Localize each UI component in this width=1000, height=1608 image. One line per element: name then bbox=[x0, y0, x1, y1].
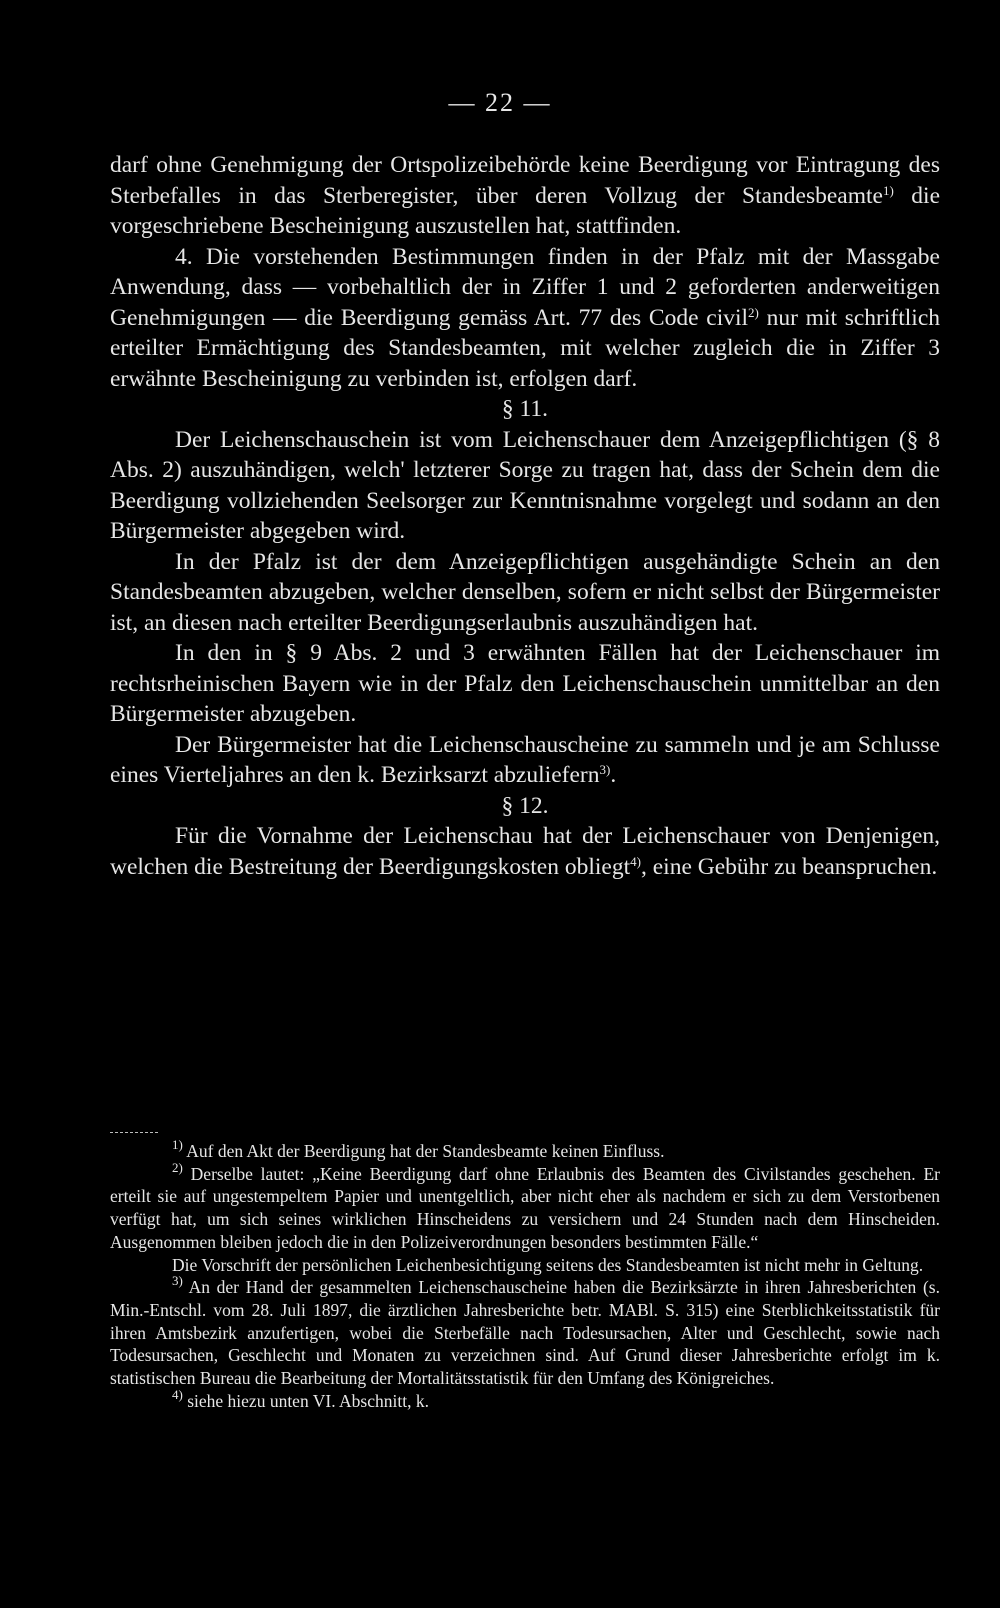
paragraph: In der Pfalz ist der dem Anzeigepflichtigen ausgehändigte Schein an den Standesbeamten abzugeben, welcher denselben, sofern er nicht selbst der Bürgermeister ist, an diesen nach erteilter Beerdigungserlaubnis auszuhändigen hat. bbox=[110, 548, 940, 636]
paragraph: Der Leichenschauschein ist vom Leichenschauer dem Anzeigepflichtigen (§ 8 Abs. 2) auszuhändigen, welch' letzterer Sorge zu tragen hat, dass der Schein dem die Beerdigung vollziehenden Seelsorger zur Kenntnisnahme vorgelegt und sodann an den Bürgermeister abgegeben wird. bbox=[110, 426, 940, 544]
footnote-ref: 3) bbox=[599, 762, 611, 777]
footnote-marker: 1) bbox=[172, 1137, 183, 1152]
footnote-marker: 4) bbox=[172, 1386, 183, 1402]
paragraph: 4. Die vorstehenden Bestimmungen finden in der Pfalz mit der Massgabe Anwendung, dass — vorbehaltlich der in Ziffer 1 und 2 geforderten anderweitigen Genehmigungen — die Beerdigung gemäss Art. 77 des Code civil$^{2)}$ nur mit schriftlich erteilter Ermächtigung des Standesbeamten, mit welcher zugleich die in Ziffer 3 erwähnte Bescheinigung zu verbinden ist, erfolgen darf. bbox=[110, 243, 941, 392]
footnote: $^{2)}$ Derselbe lautet: „Keine Beerdigung darf ohne Erlaubnis des Beamten des Civilstandes geschehen. Er erteilt sie auf ungestempeltem Papier und unentgeltlich, aber nicht eher als nachdem er sich zu dem Verstorbenen verfügt hat, um sich seines wirklichen Hinscheidens zu versichern und 24 Stunden nach dem Hinscheiden. Ausgenommen bleiben jedoch die in den Polizeiverordnungen besonders bestimmten Fälle.“ bbox=[110, 1159, 940, 1252]
footnote: $^{1)}$ Auf den Akt der Beerdigung hat der Standesbeamte keinen Einfluss. bbox=[172, 1137, 665, 1161]
paragraph: Der Bürgermeister hat die Leichenschauscheine zu sammeln und je am Schlusse eines Vierteljahres an den k. Bezirksarzt abzuliefern$^{3)}$. bbox=[110, 731, 940, 788]
footnote-ref: 4) bbox=[630, 853, 641, 869]
footnote-marker: 3) bbox=[172, 1273, 183, 1289]
footnote-marker: 2) bbox=[172, 1159, 183, 1175]
footnote-divider bbox=[110, 1132, 158, 1133]
main-text bbox=[110, 150, 940, 882]
footnote-ref: 2) bbox=[748, 304, 759, 320]
footnote-ref: 1) bbox=[882, 182, 894, 198]
paragraph: Für die Vornahme der Leichenschau hat der Leichenschauer von Denjenigen, welchen die Bestreitung der Beerdigungskosten obliegt$^{4)}$, eine Gebühr zu beanspruchen. bbox=[110, 823, 940, 880]
section-heading-12: § 12. bbox=[501, 792, 549, 819]
page-number: — 22 — bbox=[448, 88, 552, 117]
footnote: $^{3)}$ An der Hand der gesammelten Leichenschauscheine haben die Bezirksärzte in ihren Jahresberichten (s. Min.-Entschl. vom 28. Juli 1897, die ärztlichen Jahresberichte betr. MABl. S. 315) eine Sterblichkeitsstatistik für ihren Amtsbezirk anzufertigen, wobei die Sterbefälle nach Todesursachen, Alter und Geschlecht, sowie nach Todesursachen, Geschlecht und Monaten zu verzeichnen sind. Auf Grund dieser Jahresberichte erfolgt im k. statistischen Bureau die Bearbeitung der Mortalitätsstatistik für den Umfang des Königreiches. bbox=[110, 1273, 940, 1389]
section-heading-11: § 11. bbox=[501, 396, 549, 422]
paragraph: darf ohne Genehmigung der Ortspolizeibehörde keine Beerdigung vor Eintragung des Sterbefalles in das Sterberegister, über deren Vollzug der Standesbeamte$^{1)}$ die vorgeschriebene Bescheinigung auszustellen hat, stattfinden. bbox=[110, 152, 941, 239]
footnote: $^{4)}$ siehe hiezu unten VI. Abschnitt, k. bbox=[172, 1386, 429, 1411]
paragraph: In den in § 9 Abs. 2 und 3 erwähnten Fällen hat der Leichenschauer im rechtsrheinischen Bayern wie in der Pfalz den Leichenschauschein unmittelbar an den Bürgermeister abzugeben. bbox=[110, 640, 940, 727]
footnotes bbox=[110, 1137, 940, 1412]
footnote: Die Vorschrift der persönlichen Leichenbesichtigung seitens des Standesbeamten ist nicht mehr in Geltung. bbox=[172, 1254, 924, 1275]
